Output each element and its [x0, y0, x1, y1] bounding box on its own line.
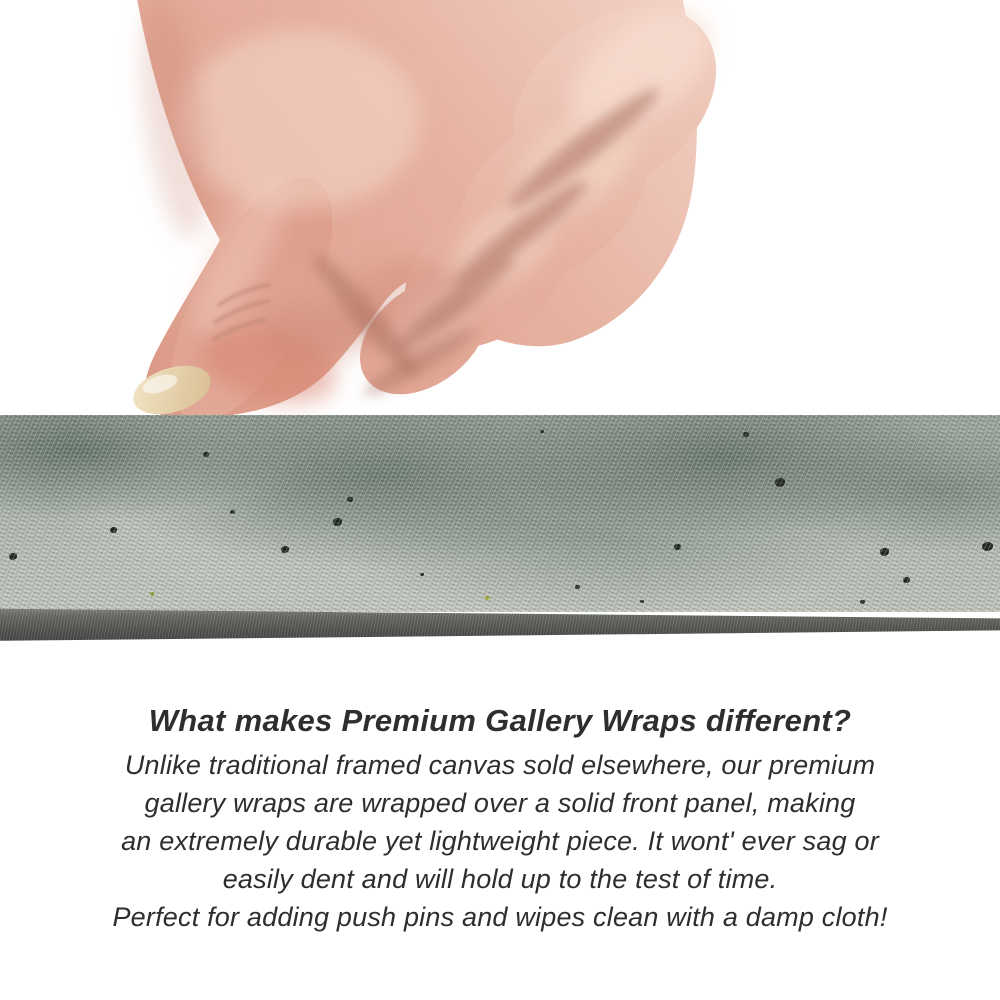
paint-speck [281, 546, 289, 553]
paint-speck [775, 478, 785, 487]
paint-speck [903, 577, 910, 583]
paint-speck [150, 592, 154, 595]
paint-speck [9, 553, 17, 560]
paint-speck [110, 527, 117, 533]
paint-speck [880, 548, 889, 556]
hand-fist [127, 0, 752, 420]
paint-speck [540, 430, 544, 433]
paint-speck [743, 432, 749, 437]
caption-line-4: easily dent and will hold up to the test of time. [222, 864, 778, 894]
paint-speck [485, 596, 490, 600]
paint-speck [640, 600, 644, 603]
paint-speck [420, 573, 424, 576]
paint-speck [982, 542, 993, 551]
paint-speck [860, 600, 865, 604]
canvas-strip [0, 415, 1000, 612]
caption-heading: What makes Premium Gallery Wraps different? [148, 703, 852, 738]
paint-speck [203, 452, 209, 457]
paint-speck [230, 510, 235, 514]
paint-speck [575, 585, 580, 589]
paint-speck [333, 518, 342, 526]
paint-speck [674, 544, 681, 550]
caption-line-5: Perfect for adding push pins and wipes clean with a damp cloth! [112, 902, 888, 932]
caption-line-3: an extremely durable yet lightweight piece. It wont' ever sag or [121, 826, 879, 856]
paint-speck [347, 497, 353, 502]
caption-block [0, 701, 1000, 936]
caption-line-2: gallery wraps are wrapped over a solid front panel, making [144, 788, 856, 818]
hand-photo [0, 0, 1000, 420]
caption-line-1: Unlike traditional framed canvas sold elsewhere, our premium [124, 750, 876, 780]
